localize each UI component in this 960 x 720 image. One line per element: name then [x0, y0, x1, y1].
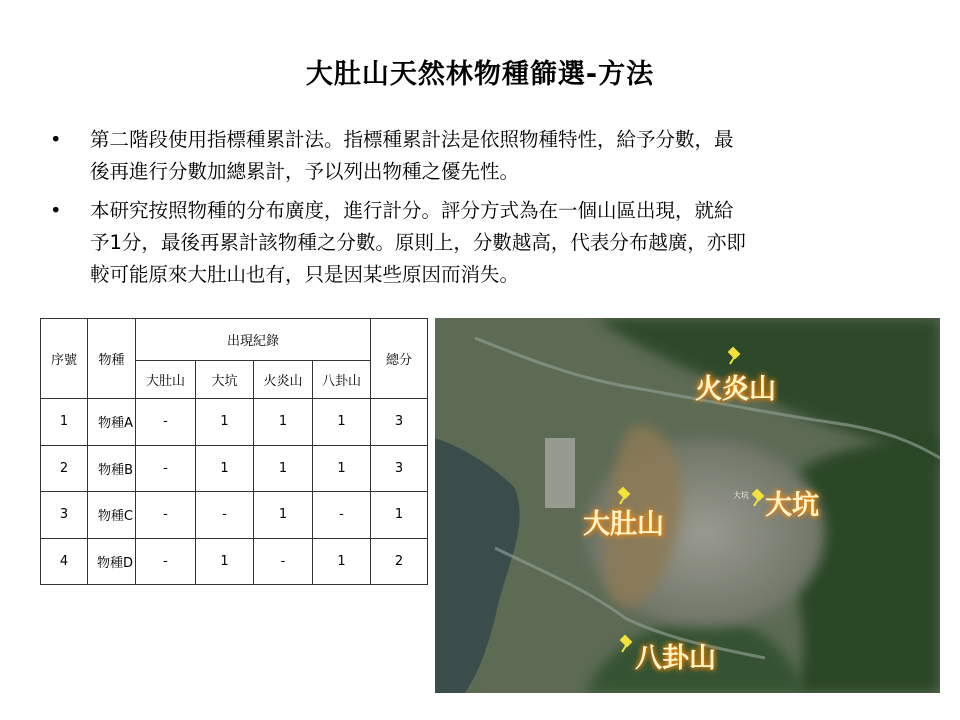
cell-no: 2	[41, 445, 88, 492]
bullet-line: 本研究按照物種的分布廣度，進行計分。評分方式為在一個山區出現，就給	[90, 199, 734, 222]
bullet-item	[50, 195, 910, 291]
header-no: 序號	[41, 319, 88, 399]
bullet-line: 較可能原來大肚山也有，只是因某些原因而消失。	[90, 263, 520, 286]
bullet-line: 予1分，最後再累計該物種之分數。原則上，分數越高，代表分布越廣，亦即	[90, 231, 746, 254]
cell-value: -	[136, 445, 196, 492]
page-title: 大肚山天然林物種篩選-方法	[305, 59, 655, 90]
cell-no: 1	[41, 399, 88, 446]
cell-total: 2	[371, 538, 428, 585]
cell-value: 1	[196, 538, 254, 585]
header-total: 總分	[371, 319, 428, 399]
bullet-line: 第二階段使用指標種累計法。指標種累計法是依照物種特性，給予分數，最	[90, 128, 734, 151]
header-site: 八卦山	[313, 361, 371, 399]
cell-no: 3	[41, 492, 88, 539]
cell-species: 物種D	[88, 538, 136, 585]
header-site: 大坑	[196, 361, 254, 399]
table-row	[41, 492, 428, 539]
cell-value: -	[254, 538, 313, 585]
cell-species: 物種A	[88, 399, 136, 446]
cell-value: 1	[196, 445, 254, 492]
cell-value: 1	[254, 445, 313, 492]
bullet-dot: •	[50, 199, 62, 222]
label-dadu: 大肚山	[583, 509, 664, 540]
header-records: 出現紀錄	[136, 319, 371, 361]
cell-value: 1	[196, 399, 254, 446]
cell-total: 3	[371, 399, 428, 446]
bullet-item	[50, 124, 910, 188]
header-site: 大肚山	[136, 361, 196, 399]
cell-value: -	[136, 538, 196, 585]
table-row	[41, 445, 428, 492]
cell-species: 物種B	[88, 445, 136, 492]
cell-value: -	[136, 399, 196, 446]
label-huoyan: 火炎山	[695, 374, 776, 405]
cell-species: 物種C	[88, 492, 136, 539]
header-species: 物種	[88, 319, 136, 399]
cell-value: -	[136, 492, 196, 539]
table-row	[41, 399, 428, 446]
cell-value: 1	[313, 399, 371, 446]
bullet-dot: •	[50, 128, 62, 151]
cell-total: 1	[371, 492, 428, 539]
cell-value: 1	[254, 399, 313, 446]
table-row	[41, 538, 428, 585]
cell-value: 1	[254, 492, 313, 539]
cell-value: 1	[313, 538, 371, 585]
bullet-list	[50, 124, 910, 298]
bullet-line: 後再進行分數加總累計，予以列出物種之優先性。	[90, 160, 520, 183]
label-dakeng: 大坑	[765, 490, 819, 521]
species-score-table	[40, 318, 428, 585]
label-bagua: 八卦山	[635, 643, 716, 674]
cell-no: 4	[41, 538, 88, 585]
header-site: 火炎山	[254, 361, 313, 399]
cell-value: 1	[313, 445, 371, 492]
cell-total: 3	[371, 445, 428, 492]
satellite-map	[435, 318, 940, 693]
map-small-label: 大坑	[733, 491, 749, 500]
harbor	[545, 438, 575, 508]
cell-value: -	[313, 492, 371, 539]
cell-value: -	[196, 492, 254, 539]
